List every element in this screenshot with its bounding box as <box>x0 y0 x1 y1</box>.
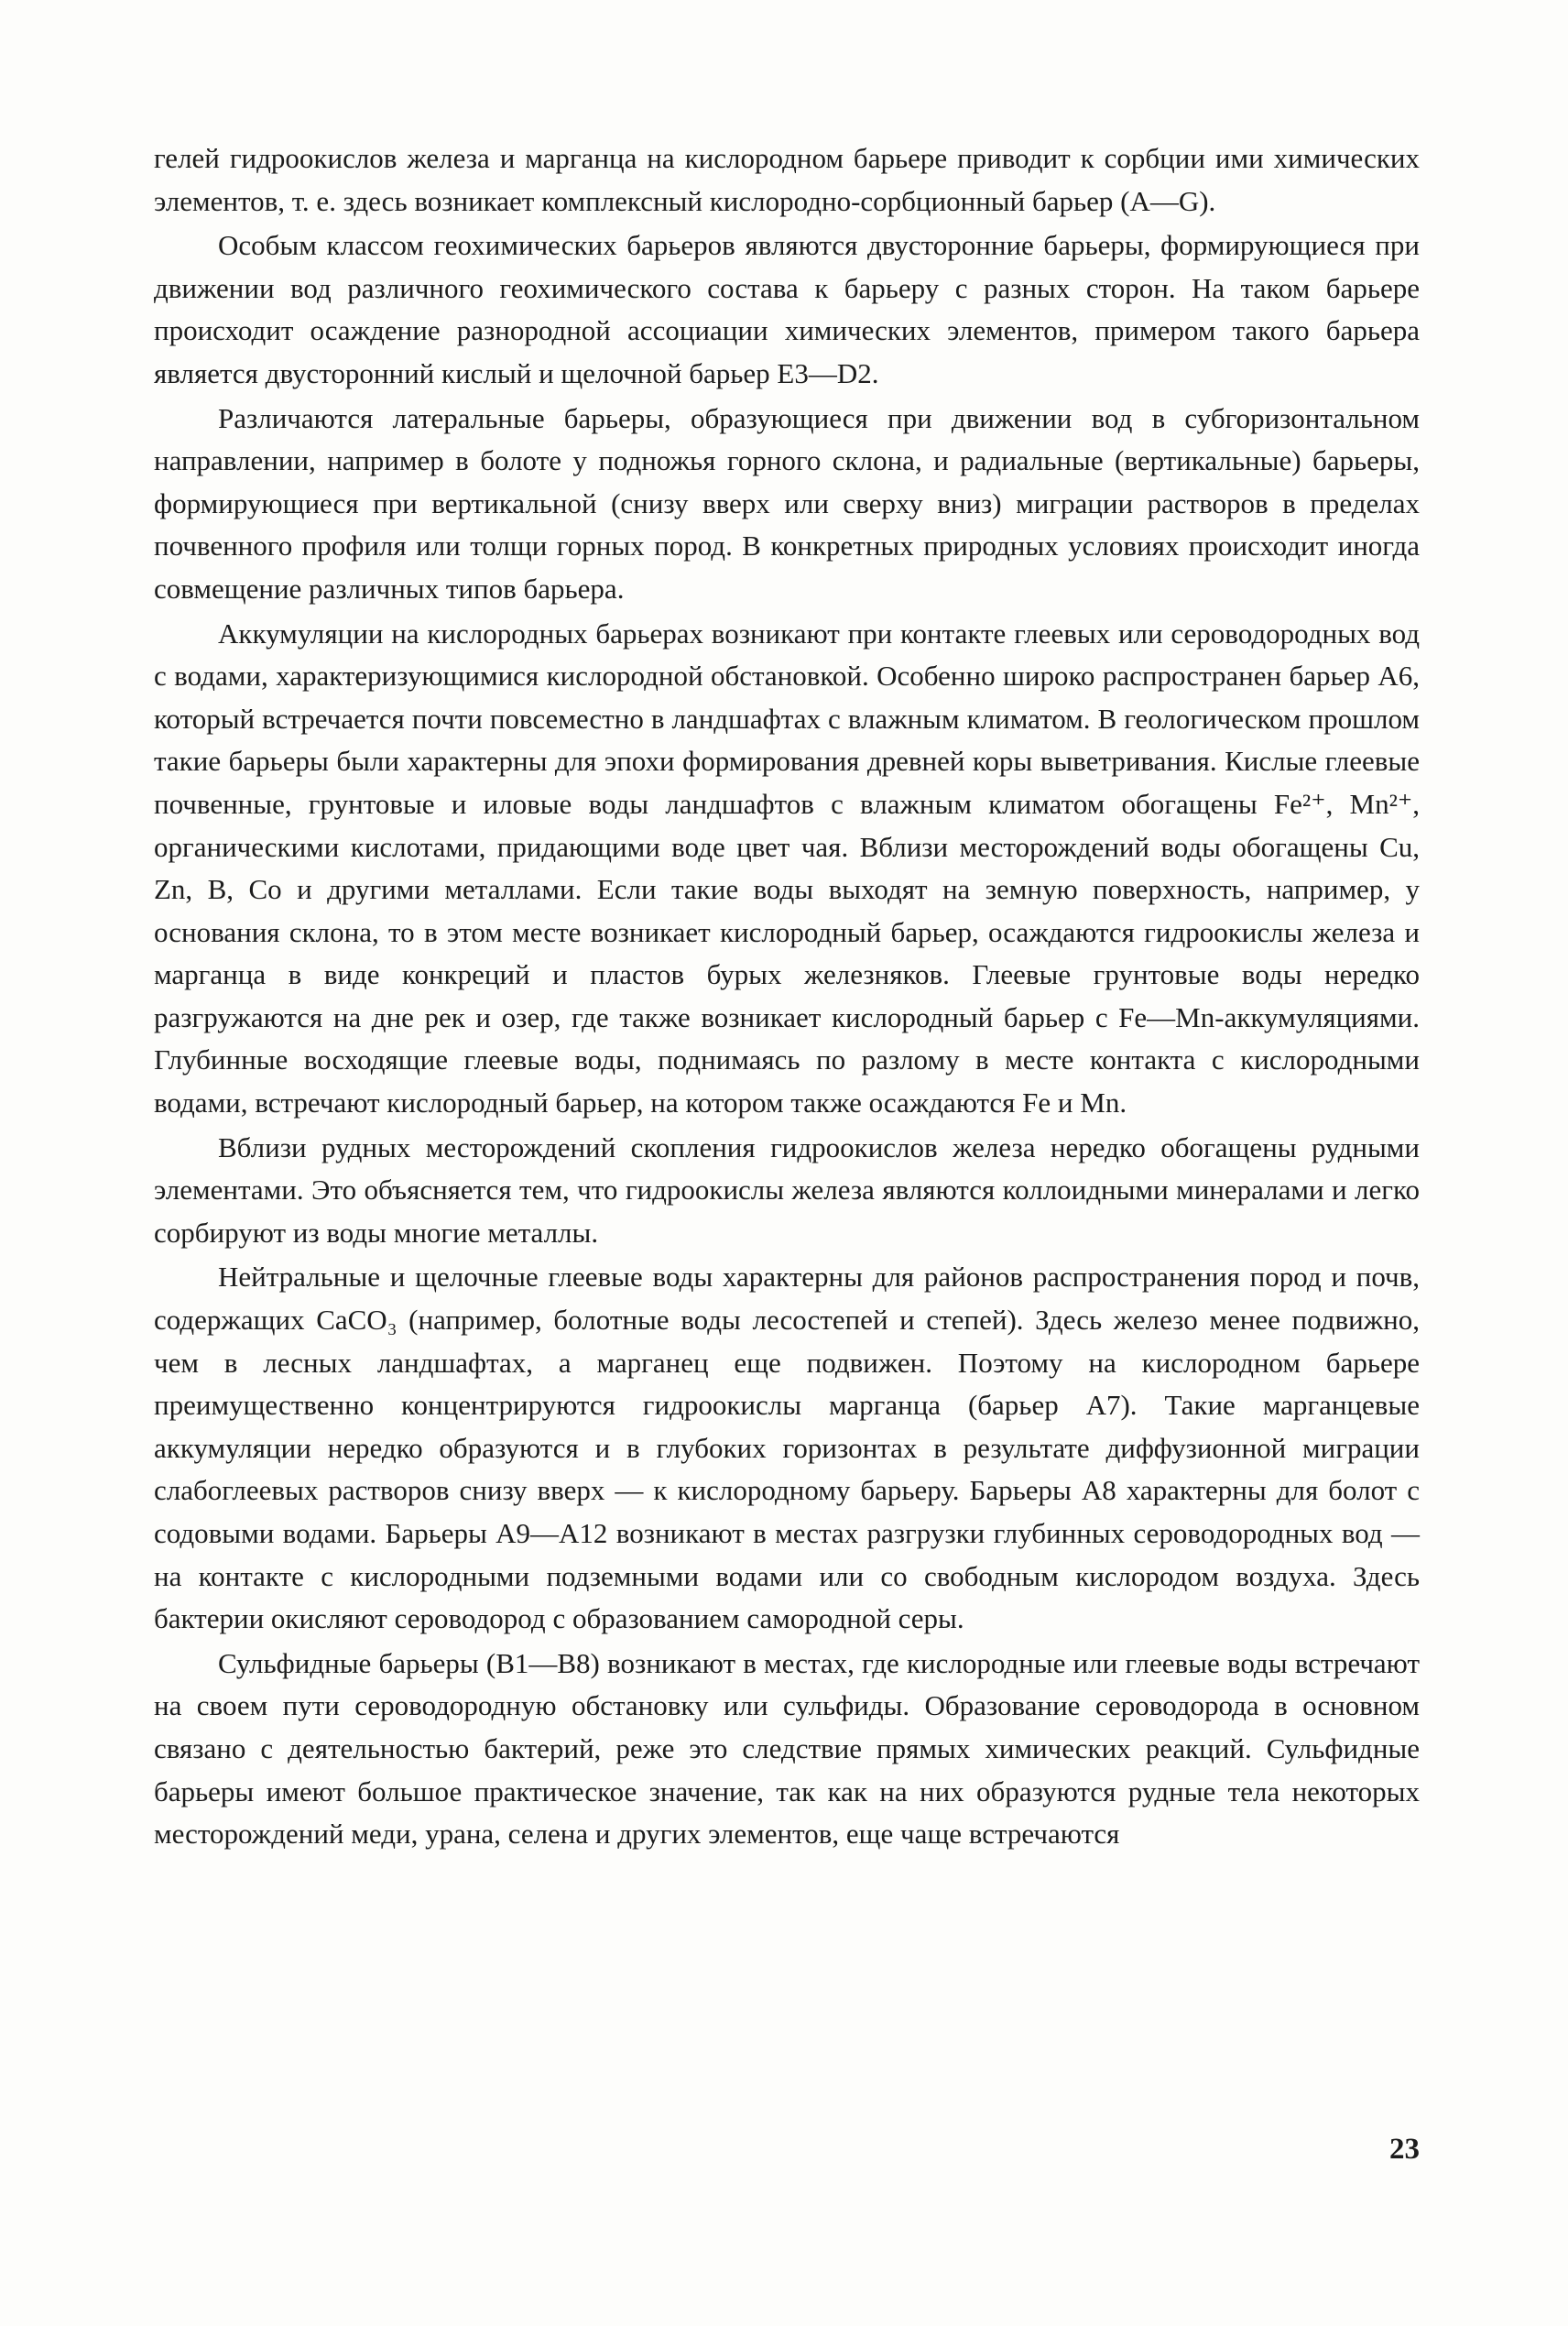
body-text <box>154 137 1420 1858</box>
paragraph-6: Нейтральные и щелочные глеевые воды характерны для районов распространения пород и почв, содержащих CaCO₃ (например, болотные воды лесостепей и степей). Здесь железо менее подвижно, чем в лесных ландшафтах, а марганец еще подвижен. Поэтому на кислородном барьере преимущественно концентрируются гидроокислы марганца (барьер A7). Такие марганцевые аккумуляции нередко образуются и в глубоких горизонтах в результате диффузионной миграции слабоглеевых растворов снизу вверх — к кислородному барьеру. Барьеры A8 характерны для болот с содовыми водами. Барьеры A9—A12 возникают в местах разгрузки глубинных сероводородных вод — на контакте с кислородными подземными водами или со свободным кислородом воздуха. Здесь бактерии окисляют сероводород с образованием самородной серы. <box>154 1261 1420 1635</box>
paragraph-2: Особым классом геохимических барьеров являются двусторонние барьеры, формирующиеся при движении вод различного геохимического состава к барьеру с разных сторон. На таком барьере происходит осаждение разнородной ассоциации химических элементов, примером такого барьера является двусторонний кислый и щелочной барьер E3—D2. <box>154 229 1420 389</box>
paragraph-7: Сульфидные барьеры (B1—B8) возникают в местах, где кислородные или глеевые воды встречают на своем пути сероводородную обстановку или сульфиды. Образование сероводорода в основном связано с деятельностью бактерий, реже это следствие прямых химических реакций. Сульфидные барьеры имеют большое практическое значение, так как на них образуются рудные тела некоторых месторождений меди, урана, селена и других элементов, еще чаще встречаются <box>154 1646 1420 1851</box>
paragraph-4: Аккумуляции на кислородных барьерах возникают при контакте глеевых или сероводородных вод с водами, характеризующимися кислородной обстановкой. Особенно широко распространен барьер A6, который встречается почти повсеместно в ландшафтах с влажным климатом. В геологическом прошлом такие барьеры были характерны для эпохи формирования древней коры выветривания. Кислые глеевые почвенные, грунтовые и иловые воды ландшафтов с влажным климатом обогащены Fe²⁺, Mn²⁺, органическими кислотами, придающими воде цвет чая. Вблизи месторождений воды обогащены Cu, Zn, B, Co и другими металлами. Если такие воды выходят на земную поверхность, например, у основания склона, то в этом месте возникает кислородный барьер, осаждаются гидроокислы железа и марганца в виде конкреций и пластов бурых железняков. Глеевые грунтовые воды нередко разгружаются на дне рек и озер, где также возникает кислородный барьер с Fe—Mn-аккумуляциями. Глубинные восходящие глеевые воды, поднимаясь по разлому в месте контакта с кислородными водами, встречают кислородный барьер, на котором также осаждаются Fe и Mn. <box>154 617 1420 1119</box>
paragraph-5: Вблизи рудных месторождений скопления гидроокислов железа нередко обогащены рудными элементами. Это объясняется тем, что гидроокислы железа являются коллоидными минералами и легко сорбируют из воды многие металлы. <box>154 1130 1420 1249</box>
page-number: 23 <box>1389 2133 1420 2166</box>
paragraph-3: Различаются латеральные барьеры, образующиеся при движении вод в субгоризонтальном направлении, например в болоте у подножья горного склона, и радиальные (вертикальные) барьеры, формирующиеся при вертикальной (снизу вверх или сверху вниз) миграции растворов в пределах почвенного профиля или толщи горных пород. В конкретных природных условиях происходит иногда совмещение различных типов барьера. <box>154 401 1420 605</box>
paragraph-1: гелей гидроокислов железа и марганца на кислородном барьере приводит к сорбции ими химических элементов, т. е. здесь возникает комплексный кислородно-сорбционный барьер (A—G). <box>154 142 1420 217</box>
